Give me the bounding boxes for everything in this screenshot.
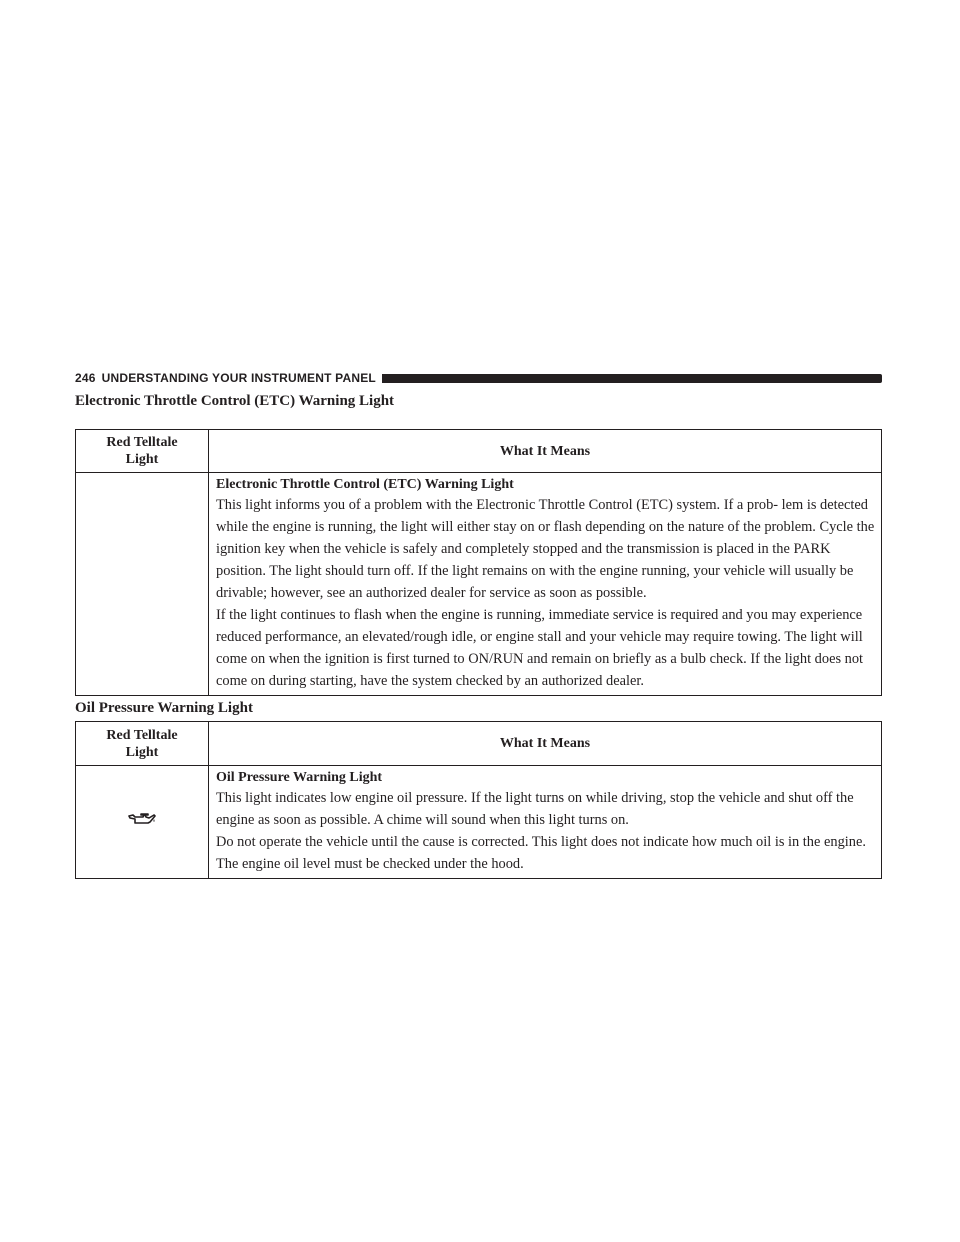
col-header-telltale-line2: Light: [125, 744, 159, 760]
col-header-telltale-line1: Red Telltale: [106, 727, 178, 743]
col-header-telltale-line2: Light: [125, 452, 159, 467]
table-header-row: [76, 722, 882, 766]
row-title: Oil Pressure Warning Light: [216, 770, 383, 785]
col-header-telltale: [76, 722, 209, 766]
oil-pressure-description: [209, 766, 882, 879]
chapter-title: UNDERSTANDING YOUR INSTRUMENT PANEL: [101, 371, 376, 385]
page-header: [75, 369, 882, 387]
table-header-row: [76, 430, 882, 473]
col-header-telltale-line1: Red Telltale: [106, 435, 178, 450]
oil-can-icon-cell: [76, 766, 209, 879]
header-rule: [382, 374, 882, 383]
row-paragraph: This light informs you of a problem with the Electronic Throttle Control (ETC) system. If a prob- lem is detected while the engine is running, the light will either stay on or flash depending on the nature of the problem. Cycle the ignition key when the vehicle is safely and completely stopped and the transmission is placed in the PARK position. The light should turn off. If the light remains on with the engine running, your vehicle will usually be drivable; however, see an authorized dealer for service as soon as possible.: [216, 497, 875, 601]
table-row: [76, 473, 882, 696]
section-title-etc: Electronic Throttle Control (ETC) Warning Light: [75, 393, 395, 409]
row-paragraph: Do not operate the vehicle until the cause is corrected. This light does not indicate how much oil is in the engine. The engine oil level must be checked under the hood.: [216, 834, 866, 872]
etc-description: [209, 473, 882, 696]
col-header-telltale: [76, 430, 209, 473]
etc-warning-icon: [76, 473, 209, 696]
row-title: Electronic Throttle Control (ETC) Warning Light: [216, 477, 514, 492]
section-title-oil-pressure: Oil Pressure Warning Light: [75, 700, 253, 716]
table-row: [76, 766, 882, 879]
col-header-meaning: What It Means: [209, 722, 882, 766]
etc-telltale-table: [75, 429, 882, 696]
row-paragraph: This light indicates low engine oil pressure. If the light turns on while driving, stop the vehicle and shut off the engine as soon as possible. A chime will sound when this light turns on.: [216, 790, 854, 828]
oil-can-icon: [128, 812, 156, 826]
row-paragraph: If the light continues to flash when the engine is running, immediate service is required and you may experience reduced performance, an elevated/rough idle, or engine stall and your vehicle may require towing. The light will come on when the ignition is first turned to ON/RUN and remain on briefly as a bulb check. If the light does not come on during starting, have the system checked by an authorized dealer.: [216, 607, 864, 689]
oil-pressure-telltale-table: [75, 721, 882, 879]
col-header-meaning: What It Means: [209, 430, 882, 473]
page-number: 246: [75, 371, 96, 385]
